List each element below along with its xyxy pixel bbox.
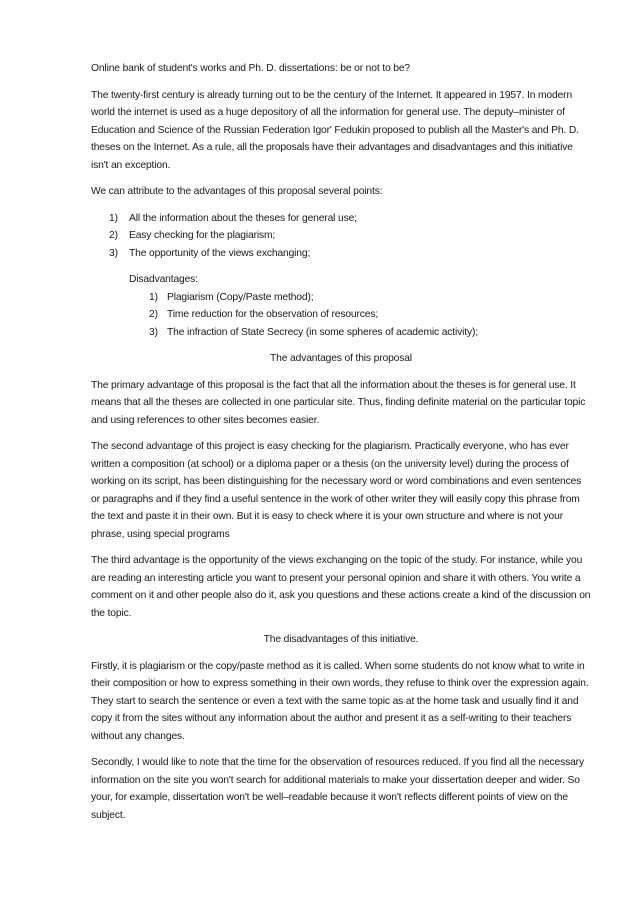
list-number: 2): [149, 309, 158, 320]
list-item-text: The infraction of State Secrecy (in some spheres of academic activity);: [167, 326, 478, 338]
list-number: 3): [149, 326, 158, 338]
list-number: 1): [109, 212, 118, 224]
list-item: [91, 210, 591, 228]
list-number: 1): [149, 291, 158, 303]
advantages-heading: The advantages of this proposal: [270, 353, 412, 364]
list-item: [129, 324, 591, 342]
list-item-text: The opportunity of the views exchanging;: [129, 247, 311, 259]
disadvantages-label: Disadvantages:: [129, 274, 198, 285]
disadvantages-paragraph-2: Secondly, I would like to note that the time for the observation of resources reduced. If you find all the necessary information on the site you won't search for additional materials to make your dissertation deeper and wider. So your, for example, dissertation won't be well–readable because it won't reflects different points of view on the subject.: [91, 757, 584, 821]
disadvantages-block: [129, 271, 591, 341]
disadvantages-heading: The disadvantages of this initiative.: [263, 634, 419, 645]
list-item-text: All the information about the theses for general use;: [129, 212, 357, 224]
disadvantages-list: [129, 289, 591, 342]
advantages-lead: We can attribute to the advantages of this proposal several points:: [91, 186, 383, 197]
list-item-text: Time reduction for the observation of resources;: [167, 309, 379, 320]
intro-paragraph: The twenty-first century is already turning out to be the century of the Internet. It appeared in 1957. In modern world the internet is used as a huge depository of all the information for general use. The deputy–minister of Education and Science of the Russian Federation Igor' Fedukin proposed to publish all the Master's and Ph. D. theses on the Internet. As a rule, all the proposals have their advantages and disadvantages and this initiative isn't an exception.: [91, 89, 579, 171]
list-item-text: Plagiarism (Copy/Paste method);: [167, 291, 314, 303]
advantages-paragraph-1: The primary advantage of this proposal is the fact that all the information about the theses is for general use. It means that all the theses are collected in one particular site. Thus, finding definite material on the particular topic and using references to other sites becomes easier.: [91, 379, 586, 426]
list-item: [129, 289, 591, 307]
advantages-list: [91, 210, 591, 263]
document-title: Online bank of student's works and Ph. D. dissertations: be or not to be?: [91, 63, 410, 74]
list-item: [91, 245, 591, 263]
document-body: [91, 60, 591, 833]
disadvantages-paragraph-1: Firstly, it is plagiarism or the copy/paste method as it is called. When some students do not know what to write in their composition or how to express something in their own words, they refuse to think over the expression again. They start to search the sentence or even a text with the same topic as at the home task and usually find it and copy it from the sites without any information about the author and present it as a self-writing to their teachers without any changes.: [91, 660, 589, 742]
advantages-paragraph-3: The third advantage is the opportunity of the views exchanging on the topic of the study. For instance, while you are reading an interesting article you want to present your personal opinion and share it with others. You write a comment on it and other people also do it, ask you questions and these actions create a kind of the discussion on the topic.: [91, 555, 591, 619]
advantages-paragraph-2: The second advantage of this project is easy checking for the plagiarism. Practically everyone, who has ever written a composition (at school) or a diploma paper or a thesis (on the university level) during the process of working on its script, has been distinguishing for the necessary word or word combinations and even sentences or paragraphs and if they find a useful sentence in the work of other writer they will easily copy this phrase from the text and paste it in their own. But it is easy to check where it is your own structure and where is not your phrase, using special programs: [91, 441, 582, 540]
list-number: 2): [109, 230, 118, 241]
list-number: 3): [109, 247, 118, 259]
list-item: [91, 227, 591, 245]
list-item-text: Easy checking for the plagiarism;: [129, 230, 276, 241]
list-item: [129, 306, 591, 324]
